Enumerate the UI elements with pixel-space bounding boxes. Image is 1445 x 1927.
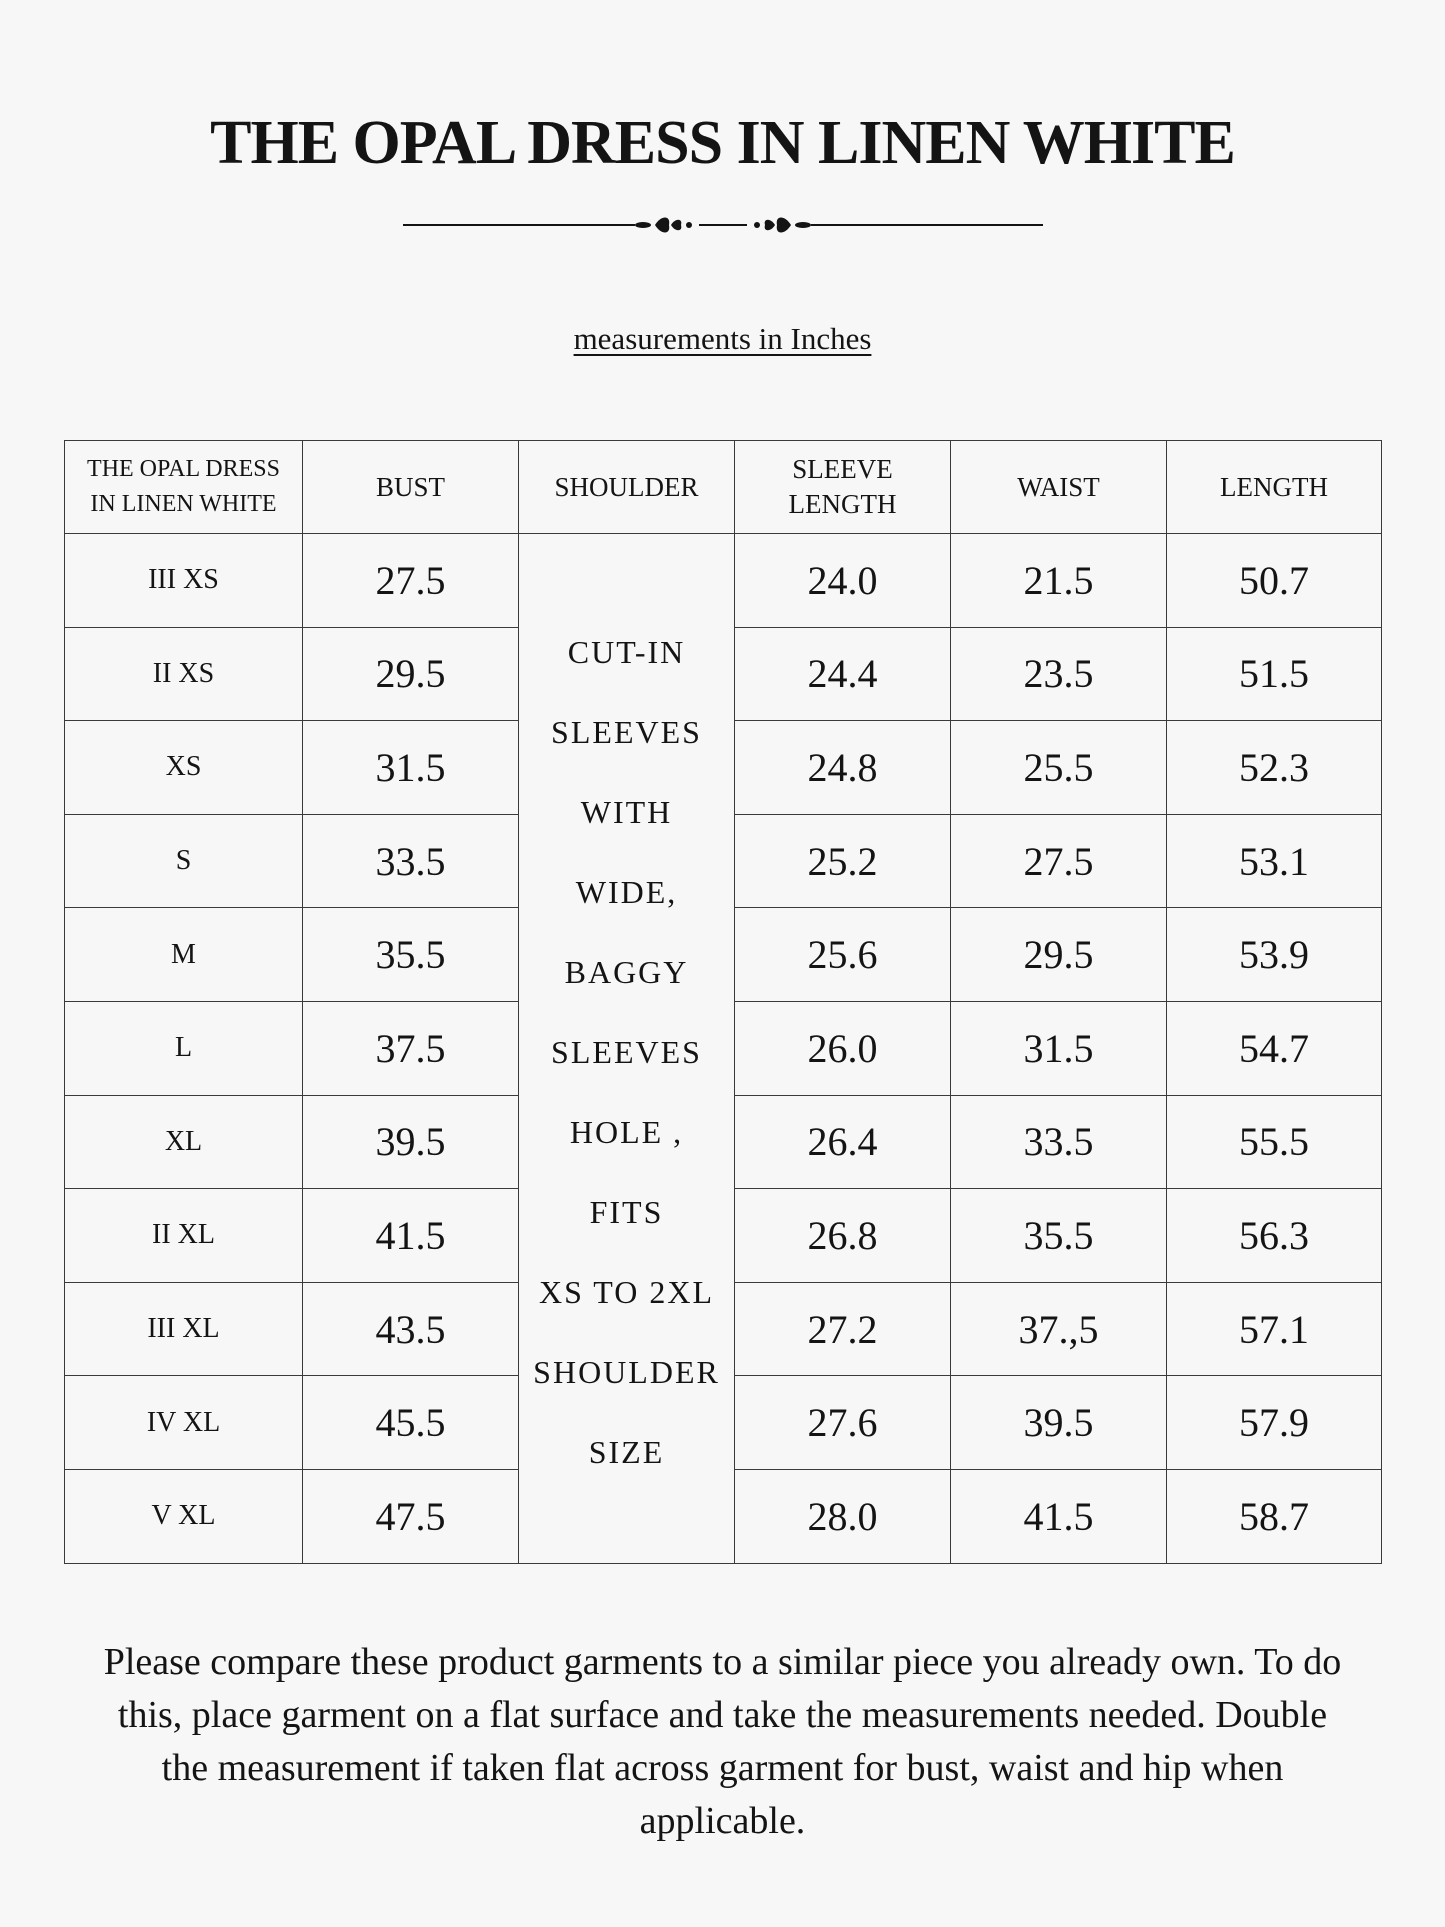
size-cell: III XL [65,1282,303,1376]
bust-cell: 33.5 [303,814,519,908]
sleeve-length-cell: 24.8 [735,721,951,815]
shoulder-note-cell [519,534,735,1564]
bust-cell: 45.5 [303,1376,519,1470]
header-waist [951,441,1167,534]
length-cell: 57.1 [1167,1282,1382,1376]
size-cell: S [65,814,303,908]
header-shoulder-label: SHOULDER [554,471,699,502]
divider-ornament [403,210,1043,240]
bust-cell: 29.5 [303,627,519,721]
length-cell: 55.5 [1167,1095,1382,1189]
shoulder-note-line: SIZE [588,1434,665,1471]
waist-cell: 23.5 [951,627,1167,721]
size-cell: IV XL [65,1376,303,1470]
bust-cell: 39.5 [303,1095,519,1189]
length-cell: 56.3 [1167,1189,1382,1283]
waist-cell: 31.5 [951,1001,1167,1095]
measuring-instructions: Please compare these product garments to a similar piece you already own. To do this, place garment on a flat surface and take the measurements needed. Double the measurement if taken flat across garment for bust, waist and hip when applicable. [103,1641,1342,1842]
header-sleeve-line-1: SLEEVE [792,454,893,484]
size-chart-table [64,440,1382,1564]
flourish-right-icon [754,218,811,233]
units-subtitle: measurements in Inches [573,321,872,356]
shoulder-note-line: HOLE , [569,1114,684,1151]
length-cell: 54.7 [1167,1001,1382,1095]
header-bust [303,441,519,534]
length-cell: 58.7 [1167,1469,1382,1563]
waist-cell: 21.5 [951,534,1167,628]
bust-cell: 31.5 [303,721,519,815]
header-product-name [65,441,303,534]
waist-cell: 35.5 [951,1189,1167,1283]
waist-cell: 29.5 [951,908,1167,1002]
size-cell: III XS [65,534,303,628]
sleeve-length-cell: 26.0 [735,1001,951,1095]
size-cell: II XS [65,627,303,721]
shoulder-note-line: SHOULDER [533,1354,720,1391]
shoulder-note-line: WITH [580,794,673,831]
shoulder-note-line: CUT-IN [567,634,686,671]
header-waist-label: WAIST [1017,471,1100,502]
waist-cell: 33.5 [951,1095,1167,1189]
sleeve-length-cell: 24.4 [735,627,951,721]
header-length-label: LENGTH [1220,471,1328,502]
sleeve-length-cell: 28.0 [735,1469,951,1563]
header-sleeve-line-2: LENGTH [788,489,897,519]
length-cell: 52.3 [1167,721,1382,815]
waist-cell: 27.5 [951,814,1167,908]
header-product-line-2: IN LINEN WHITE [90,491,277,517]
size-cell: L [65,1001,303,1095]
shoulder-note-line: XS TO 2XL [538,1274,715,1311]
bust-cell: 41.5 [303,1189,519,1283]
header-product-line-1: THE OPAL DRESS [87,456,280,482]
size-cell: V XL [65,1469,303,1563]
header-sleeve-length [735,441,951,534]
bust-cell: 47.5 [303,1469,519,1563]
waist-cell: 37.,5 [951,1282,1167,1376]
sleeve-length-cell: 24.0 [735,534,951,628]
length-cell: 50.7 [1167,534,1382,628]
size-cell: XL [65,1095,303,1189]
size-cell: M [65,908,303,1002]
sleeve-length-cell: 27.2 [735,1282,951,1376]
shoulder-note-line: WIDE, [575,874,678,911]
bust-cell: 35.5 [303,908,519,1002]
flourish-left-icon [635,218,692,233]
sleeve-length-cell: 25.6 [735,908,951,1002]
shoulder-note-line: SLEEVES [551,714,702,751]
header-length [1167,441,1382,534]
sleeve-length-cell: 25.2 [735,814,951,908]
waist-cell: 41.5 [951,1469,1167,1563]
sleeve-length-cell: 26.4 [735,1095,951,1189]
header-bust-label: BUST [375,471,446,502]
waist-cell: 25.5 [951,721,1167,815]
waist-cell: 39.5 [951,1376,1167,1470]
length-cell: 57.9 [1167,1376,1382,1470]
bust-cell: 37.5 [303,1001,519,1095]
shoulder-note-line: SLEEVES [551,1034,702,1071]
table-row [65,534,1382,628]
bust-cell: 43.5 [303,1282,519,1376]
header-shoulder [519,441,735,534]
length-cell: 53.1 [1167,814,1382,908]
sleeve-length-cell: 27.6 [735,1376,951,1470]
table-header-row [65,441,1382,534]
size-cell: XS [65,721,303,815]
shoulder-note-line: FITS [589,1194,664,1231]
sleeve-length-cell: 26.8 [735,1189,951,1283]
page-title: THE OPAL DRESS IN LINEN WHITE [210,109,1235,177]
length-cell: 51.5 [1167,627,1382,721]
length-cell: 53.9 [1167,908,1382,1002]
bust-cell: 27.5 [303,534,519,628]
size-cell: II XL [65,1189,303,1283]
shoulder-note-line: BAGGY [564,954,689,991]
